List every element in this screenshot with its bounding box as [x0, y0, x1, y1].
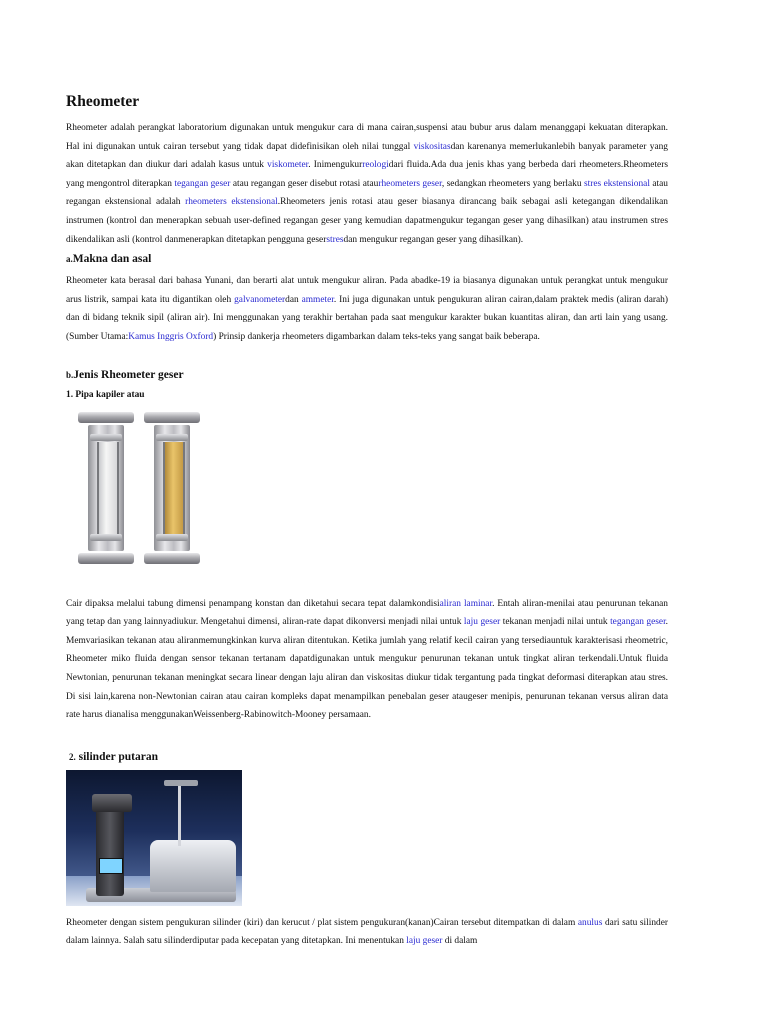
spindle	[178, 780, 181, 846]
section-b-paragraph	[66, 595, 668, 725]
text: dan	[285, 294, 302, 305]
collar	[90, 434, 122, 441]
page-title: Rheometer	[66, 93, 140, 110]
capillary-pipe-image	[78, 412, 218, 567]
collar	[90, 534, 122, 541]
text: atau regangan geser disebut rotasi atau	[230, 178, 379, 189]
collar	[156, 434, 188, 441]
flange	[78, 412, 134, 423]
intro-paragraph	[66, 119, 668, 249]
text: . Memvariasikan tekanan atau aliranmemungkinkan kurva aliran ditentukan. Ketika jumlah yang relatif kecil cairan yang tersediauntuk karakterisasi rheometric, Rheometer miko fluida dengan sensor tekanan tertanam dapatdigunakan untuk mengukur penurunan tekanan untuk tingkat aliran terkendali.Untuk fluida Newtonian, penurunan tekanan meningkat secara linear dengan laju aliran dan viskositas diukur tidak tergantung pada tingkat deformasi diterapkan atau stres. Di sisi lain,karena non-Newtonian cairan atau cairan kompleks dapat menampilkan penebalan geser ataugeser menipis, penurunan tekanan versus aliran data rate harus dianalisa menggunakanWeissenberg-Rabinowitch-Mooney persamaan.	[66, 617, 669, 721]
link-stres-ekstensional[interactable]: stres ekstensional	[583, 178, 650, 189]
subsection-2-heading	[69, 749, 668, 765]
link-viskometer[interactable]: viskometer	[267, 160, 309, 171]
flange	[144, 553, 200, 564]
document-body	[66, 92, 668, 951]
text: . Entah aliran-menilai atau penurunan tekanan yang tetap dan yang lainnyadiukur. Mengetahui dimensi, aliran-rate dapat dikonversi menjadi nilai untuk	[66, 598, 668, 628]
text: Cair dipaksa melalui tabung dimensi penampang konstan dan diketahui secara tepat dalamkondisi	[66, 598, 440, 609]
arm	[164, 780, 198, 786]
link-tegangan-geser[interactable]: tegangan geser	[610, 617, 666, 628]
text: Rheometer kata berasal dari bahasa Yunani, dan berarti alat untuk mengukur aliran. Pada abadke-19 ia biasanya digunakan untuk perangkat untuk mengukur arus listrik, sampai kata itu digantikan oleh	[66, 276, 668, 305]
section-a-heading	[66, 251, 668, 267]
link-laju-geser-2[interactable]: laju geser	[406, 936, 443, 947]
pipe-right	[144, 412, 200, 564]
section-prefix: 2.	[69, 751, 76, 762]
instrument-head	[92, 794, 132, 812]
glass	[97, 442, 119, 534]
text: Rheometer dengan sistem pengukuran silinder (kiri) dan kerucut / plat sistem pengukuran(kanan)Cairan tersebut ditempatkan di dalam	[66, 917, 578, 928]
section-title: Jenis Rheometer geser	[73, 368, 184, 381]
text: dan karenanya memerlukanlebih banyak parameter yang akan ditetapkan dan diukur dari adalah kasus untuk	[66, 141, 668, 171]
section-prefix: a.	[66, 254, 73, 265]
link-anulus[interactable]: anulus	[577, 917, 603, 928]
link-tegangan-geser[interactable]: tegangan geser	[174, 178, 231, 189]
pipe-left	[78, 412, 134, 564]
glass	[163, 442, 185, 534]
text: atau regangan ekstensional adalah	[66, 178, 668, 208]
instrument-display	[99, 858, 123, 874]
text: dari satu silinder dalam lainnya. Salah satu silinderdiputar pada kecepatan yang ditetapkan. Ini menentukan	[66, 917, 668, 947]
text: dari fluida.Ada dua jenis khas yang berbeda dari rheometers.Rheometers yang mengontrol diterapkan	[66, 160, 668, 189]
link-galvanometer[interactable]: galvanometer	[234, 294, 286, 305]
text: .Rheometers jenis rotasi atau geser biasanya dirancang baik sebagai asli ketegangan dikendalikan instrumen (kontrol dan menerapkan sebuah user-defined regangan geser yang kemudian dapatmengukur tegangan geser yang dihasilkan) atau instrumen stres dikendalikan asli (kontrol danmenerapkan ditetapkan pengguna geser	[66, 197, 668, 245]
link-kamus-inggris-oxford[interactable]: Kamus Inggris Oxford	[128, 331, 214, 342]
link-rheometers-geser[interactable]: rheometers geser	[378, 178, 442, 189]
section-b-heading	[66, 367, 668, 383]
section-title: Makna dan asal	[72, 253, 152, 266]
text: . Ini juga digunakan untuk pengukuran aliran cairan,dalam praktek medis (aliran darah) dan di bidang teknik sipil (aliran air). Ini menggunakan yang terakhir bertahan pada saat mengukur karakter bukan kuantitas aliran, dan arti lain yang usang. (Sumber Utama:	[66, 294, 668, 342]
rotational-rheometer-image	[66, 770, 242, 906]
link-rheometers-ekstensional[interactable]: rheometers ekstensional	[185, 197, 278, 208]
text: , sedangkan rheometers yang berlaku	[441, 178, 584, 189]
instrument-body	[150, 840, 236, 892]
link-stres[interactable]: stres	[326, 234, 344, 245]
link-reologi[interactable]: reologi	[362, 160, 389, 171]
flange	[144, 412, 200, 423]
text: Rheometer adalah perangkat laboratorium digunakan untuk mengukur cara di mana cairan,suspensi atau bubur arus dalam menanggapi kekuatan diterapkan. Hal ini digunakan untuk cairan tersebut yang tidak dapat didefinisikan oleh nilai tunggal	[66, 123, 668, 152]
section-title: silinder putaran	[78, 750, 158, 763]
flange	[78, 553, 134, 564]
subsection-1-heading: 1. Pipa kapiler atau	[66, 389, 145, 400]
text: di dalam	[442, 936, 478, 947]
text: . Inimengukur	[308, 160, 363, 171]
section-b2-paragraph	[66, 914, 668, 951]
link-ammeter[interactable]: ammeter	[301, 294, 334, 305]
section-prefix: b.	[66, 369, 74, 380]
text: dan mengukur regangan geser yang dihasilkan).	[343, 234, 524, 245]
section-a-paragraph	[66, 272, 668, 346]
collar	[156, 534, 188, 541]
text: tekanan menjadi nilai untuk	[500, 617, 611, 628]
link-aliran-laminar[interactable]: aliran laminar	[439, 598, 493, 609]
link-laju-geser[interactable]: laju geser	[463, 617, 501, 628]
instrument-column	[96, 800, 124, 896]
link-viskositas[interactable]: viskositas	[413, 141, 451, 152]
text: ) Prinsip dankerja rheometers digambarkan dalam teks-teks yang sangat baik beberapa.	[213, 331, 540, 342]
